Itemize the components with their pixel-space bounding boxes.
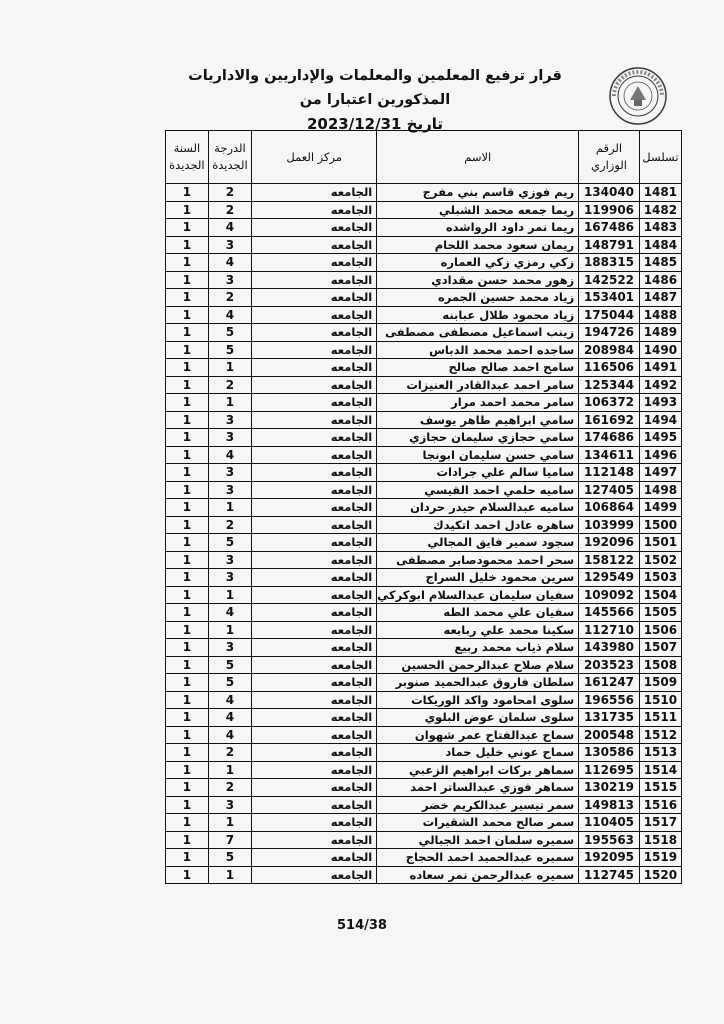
cell-year: 1 [166, 376, 209, 394]
cell-name: سمر تيسير عبدالكريم خضر [377, 796, 579, 814]
table-row [166, 429, 682, 447]
cell-center: الجامعه [252, 359, 377, 377]
cell-grade: 1 [208, 761, 251, 779]
cell-id: 192096 [579, 534, 640, 552]
cell-year: 1 [166, 621, 209, 639]
cell-grade: 4 [208, 306, 251, 324]
table-row [166, 551, 682, 569]
cell-name: ريم فوزي قاسم بني مفرج [377, 184, 579, 202]
column-header-center: مركز العمل [252, 131, 377, 184]
cell-grade: 2 [208, 779, 251, 797]
cell-year: 1 [166, 586, 209, 604]
cell-serial: 1505 [639, 604, 681, 622]
cell-serial: 1484 [639, 236, 681, 254]
table-row [166, 814, 682, 832]
cell-center: الجامعه [252, 324, 377, 342]
cell-name: سفيان سليمان عبدالسلام ابوكركي [377, 586, 579, 604]
cell-name: ساهره عادل احمد اتكيدك [377, 516, 579, 534]
cell-name: ريما نمر داود الرواشده [377, 219, 579, 237]
cell-year: 1 [166, 551, 209, 569]
cell-serial: 1490 [639, 341, 681, 359]
cell-serial: 1508 [639, 656, 681, 674]
cell-center: الجامعه [252, 639, 377, 657]
cell-center: الجامعه [252, 621, 377, 639]
cell-year: 1 [166, 201, 209, 219]
cell-grade: 1 [208, 866, 251, 884]
cell-year: 1 [166, 744, 209, 762]
cell-grade: 3 [208, 429, 251, 447]
cell-grade: 4 [208, 604, 251, 622]
cell-grade: 3 [208, 639, 251, 657]
cell-serial: 1520 [639, 866, 681, 884]
cell-name: سماهر فوزي عبدالساتر احمد [377, 779, 579, 797]
cell-id: 125344 [579, 376, 640, 394]
cell-year: 1 [166, 691, 209, 709]
cell-serial: 1501 [639, 534, 681, 552]
cell-id: 134611 [579, 446, 640, 464]
cell-year: 1 [166, 464, 209, 482]
cell-year: 1 [166, 289, 209, 307]
cell-serial: 1496 [639, 446, 681, 464]
cell-name: سامي حسن سليمان ابونجا [377, 446, 579, 464]
table-row [166, 656, 682, 674]
cell-year: 1 [166, 534, 209, 552]
table-row [166, 569, 682, 587]
cell-name: سميره عبدالرحمن نمر سعاده [377, 866, 579, 884]
cell-grade: 1 [208, 621, 251, 639]
cell-center: الجامعه [252, 464, 377, 482]
cell-year: 1 [166, 324, 209, 342]
cell-serial: 1511 [639, 709, 681, 727]
document-date: تاريخ 2023/12/31 [306, 115, 444, 133]
cell-center: الجامعه [252, 866, 377, 884]
cell-grade: 5 [208, 849, 251, 867]
cell-name: سفيان علي محمد الطه [377, 604, 579, 622]
cell-grade: 4 [208, 254, 251, 272]
table-row [166, 604, 682, 622]
cell-year: 1 [166, 674, 209, 692]
cell-id: 134040 [579, 184, 640, 202]
table-row [166, 499, 682, 517]
cell-grade: 3 [208, 569, 251, 587]
cell-year: 1 [166, 849, 209, 867]
table-row [166, 289, 682, 307]
cell-name: سماهر بركات ابراهيم الزعبي [377, 761, 579, 779]
table-row [166, 534, 682, 552]
cell-serial: 1489 [639, 324, 681, 342]
cell-year: 1 [166, 814, 209, 832]
cell-grade: 3 [208, 411, 251, 429]
cell-year: 1 [166, 604, 209, 622]
cell-name: سلوى امحامود واكد الوريكات [377, 691, 579, 709]
table-row [166, 779, 682, 797]
cell-name: زينب اسماعيل مصطفى مصطفى [377, 324, 579, 342]
cell-serial: 1497 [639, 464, 681, 482]
cell-id: 131735 [579, 709, 640, 727]
cell-name: سلوى سلمان عوض البلوي [377, 709, 579, 727]
cell-name: سرين محمود خليل السراج [377, 569, 579, 587]
table-row [166, 464, 682, 482]
cell-grade: 1 [208, 499, 251, 517]
cell-id: 112710 [579, 621, 640, 639]
table-row [166, 219, 682, 237]
cell-serial: 1506 [639, 621, 681, 639]
table-row [166, 709, 682, 727]
cell-id: 112148 [579, 464, 640, 482]
promotions-table-container [165, 130, 682, 884]
table-row [166, 394, 682, 412]
cell-year: 1 [166, 761, 209, 779]
cell-serial: 1513 [639, 744, 681, 762]
cell-year: 1 [166, 184, 209, 202]
cell-id: 106864 [579, 499, 640, 517]
cell-year: 1 [166, 481, 209, 499]
cell-id: 109092 [579, 586, 640, 604]
cell-center: الجامعه [252, 569, 377, 587]
cell-serial: 1515 [639, 779, 681, 797]
cell-year: 1 [166, 394, 209, 412]
cell-serial: 1481 [639, 184, 681, 202]
table-row [166, 254, 682, 272]
table-row [166, 201, 682, 219]
cell-serial: 1519 [639, 849, 681, 867]
cell-center: الجامعه [252, 446, 377, 464]
cell-serial: 1498 [639, 481, 681, 499]
cell-id: 196556 [579, 691, 640, 709]
table-row [166, 236, 682, 254]
cell-id: 161247 [579, 674, 640, 692]
cell-center: الجامعه [252, 516, 377, 534]
cell-year: 1 [166, 516, 209, 534]
cell-id: 175044 [579, 306, 640, 324]
cell-name: سجود سمير فايق المجالي [377, 534, 579, 552]
cell-id: 195563 [579, 831, 640, 849]
table-row [166, 516, 682, 534]
table-row [166, 691, 682, 709]
table-row [166, 796, 682, 814]
cell-serial: 1486 [639, 271, 681, 289]
cell-name: سلام ذياب محمد ربيع [377, 639, 579, 657]
cell-id: 192095 [579, 849, 640, 867]
cell-name: سامر احمد عبدالقادر العنيزات [377, 376, 579, 394]
cell-name: زكي رمزي زكي العماره [377, 254, 579, 272]
cell-center: الجامعه [252, 341, 377, 359]
table-row [166, 446, 682, 464]
cell-name: زياد محمود طلال عبابنه [377, 306, 579, 324]
cell-name: ساميه حلمي احمد القيسي [377, 481, 579, 499]
table-row [166, 341, 682, 359]
cell-center: الجامعه [252, 691, 377, 709]
cell-serial: 1492 [639, 376, 681, 394]
cell-serial: 1488 [639, 306, 681, 324]
cell-name: سماح عبدالفتاح عمر شهوان [377, 726, 579, 744]
cell-serial: 1509 [639, 674, 681, 692]
cell-id: 103999 [579, 516, 640, 534]
table-row [166, 306, 682, 324]
cell-center: الجامعه [252, 796, 377, 814]
cell-grade: 2 [208, 744, 251, 762]
cell-id: 112695 [579, 761, 640, 779]
cell-center: الجامعه [252, 849, 377, 867]
cell-center: الجامعه [252, 551, 377, 569]
cell-id: 208984 [579, 341, 640, 359]
cell-year: 1 [166, 429, 209, 447]
page-number: 514/38 [337, 918, 387, 933]
table-row [166, 866, 682, 884]
cell-grade: 5 [208, 656, 251, 674]
cell-id: 110405 [579, 814, 640, 832]
table-row [166, 674, 682, 692]
table-row [166, 359, 682, 377]
cell-year: 1 [166, 306, 209, 324]
cell-grade: 5 [208, 341, 251, 359]
table-row [166, 744, 682, 762]
cell-grade: 4 [208, 691, 251, 709]
cell-grade: 3 [208, 464, 251, 482]
cell-name: سحر احمد محمودصابر مصطفى [377, 551, 579, 569]
cell-name: سميره سلمان احمد الجبالي [377, 831, 579, 849]
cell-serial: 1504 [639, 586, 681, 604]
cell-name: ريمان سعود محمد اللحام [377, 236, 579, 254]
cell-grade: 4 [208, 219, 251, 237]
cell-grade: 5 [208, 324, 251, 342]
cell-id: 143980 [579, 639, 640, 657]
cell-id: 174686 [579, 429, 640, 447]
cell-serial: 1503 [639, 569, 681, 587]
cell-name: سامي حجازي سليمان حجازي [377, 429, 579, 447]
cell-id: 148791 [579, 236, 640, 254]
cell-center: الجامعه [252, 376, 377, 394]
table-row [166, 849, 682, 867]
cell-serial: 1507 [639, 639, 681, 657]
cell-center: الجامعه [252, 219, 377, 237]
cell-year: 1 [166, 219, 209, 237]
cell-serial: 1518 [639, 831, 681, 849]
cell-name: سامر محمد احمد مرار [377, 394, 579, 412]
cell-center: الجامعه [252, 394, 377, 412]
table-row [166, 831, 682, 849]
cell-grade: 3 [208, 236, 251, 254]
cell-id: 116506 [579, 359, 640, 377]
column-header-year: السنة الجديدة [166, 131, 209, 184]
cell-center: الجامعه [252, 289, 377, 307]
cell-name: ساميا سالم علي جرادات [377, 464, 579, 482]
cell-grade: 1 [208, 394, 251, 412]
cell-id: 200548 [579, 726, 640, 744]
cell-center: الجامعه [252, 709, 377, 727]
cell-center: الجامعه [252, 779, 377, 797]
cell-id: 203523 [579, 656, 640, 674]
cell-name: سلطان فاروق عبدالحميد صنوبر [377, 674, 579, 692]
cell-serial: 1482 [639, 201, 681, 219]
cell-center: الجامعه [252, 831, 377, 849]
cell-name: سميره عبدالحميد احمد الحجاج [377, 849, 579, 867]
cell-name: زياد محمد حسين الجمره [377, 289, 579, 307]
cell-id: 112745 [579, 866, 640, 884]
cell-id: 149813 [579, 796, 640, 814]
cell-year: 1 [166, 446, 209, 464]
table-row [166, 411, 682, 429]
cell-serial: 1512 [639, 726, 681, 744]
cell-serial: 1499 [639, 499, 681, 517]
cell-center: الجامعه [252, 586, 377, 604]
cell-serial: 1494 [639, 411, 681, 429]
cell-grade: 3 [208, 481, 251, 499]
cell-grade: 3 [208, 551, 251, 569]
column-header-serial: تسلسل [639, 131, 681, 184]
cell-name: سامح احمد صالح صالح [377, 359, 579, 377]
cell-name: سامي ابراهيم طاهر يوسف [377, 411, 579, 429]
cell-grade: 1 [208, 586, 251, 604]
cell-name: سكينا محمد علي ربابعه [377, 621, 579, 639]
ministry-emblem-icon [608, 66, 668, 126]
cell-year: 1 [166, 779, 209, 797]
cell-year: 1 [166, 866, 209, 884]
table-body [166, 184, 682, 884]
cell-center: الجامعه [252, 674, 377, 692]
promotions-table [165, 130, 682, 884]
cell-id: 158122 [579, 551, 640, 569]
cell-grade: 4 [208, 446, 251, 464]
cell-id: 145566 [579, 604, 640, 622]
cell-serial: 1516 [639, 796, 681, 814]
cell-year: 1 [166, 726, 209, 744]
table-row [166, 271, 682, 289]
cell-id: 188315 [579, 254, 640, 272]
cell-id: 119906 [579, 201, 640, 219]
cell-grade: 4 [208, 709, 251, 727]
document-header [150, 64, 600, 136]
cell-center: الجامعه [252, 744, 377, 762]
cell-serial: 1483 [639, 219, 681, 237]
cell-center: الجامعه [252, 656, 377, 674]
cell-name: ساجده احمد محمد الدباس [377, 341, 579, 359]
table-header-row [166, 131, 682, 184]
column-header-id: الرقم الوزاري [579, 131, 640, 184]
cell-grade: 2 [208, 376, 251, 394]
cell-center: الجامعه [252, 499, 377, 517]
cell-year: 1 [166, 639, 209, 657]
cell-serial: 1493 [639, 394, 681, 412]
cell-grade: 5 [208, 534, 251, 552]
cell-year: 1 [166, 236, 209, 254]
cell-year: 1 [166, 709, 209, 727]
cell-id: 127405 [579, 481, 640, 499]
cell-year: 1 [166, 359, 209, 377]
cell-serial: 1500 [639, 516, 681, 534]
cell-name: سلام صلاح عبدالرحمن الحسين [377, 656, 579, 674]
cell-grade: 5 [208, 674, 251, 692]
cell-year: 1 [166, 831, 209, 849]
cell-center: الجامعه [252, 604, 377, 622]
document-title: قرار ترفيع المعلمين والمعلمات والإداريين والاداريات المذكورين اعتبارا من [188, 68, 562, 108]
cell-center: الجامعه [252, 254, 377, 272]
cell-grade: 2 [208, 289, 251, 307]
cell-serial: 1514 [639, 761, 681, 779]
cell-grade: 7 [208, 831, 251, 849]
cell-grade: 2 [208, 516, 251, 534]
table-row [166, 639, 682, 657]
cell-year: 1 [166, 499, 209, 517]
table-row [166, 376, 682, 394]
cell-center: الجامعه [252, 201, 377, 219]
column-header-grade: الدرجة الجديدة [208, 131, 251, 184]
cell-name: سماح عوني خليل حماد [377, 744, 579, 762]
cell-serial: 1517 [639, 814, 681, 832]
cell-grade: 3 [208, 796, 251, 814]
cell-center: الجامعه [252, 236, 377, 254]
cell-id: 130219 [579, 779, 640, 797]
cell-id: 153401 [579, 289, 640, 307]
cell-id: 167486 [579, 219, 640, 237]
cell-id: 142522 [579, 271, 640, 289]
cell-year: 1 [166, 341, 209, 359]
cell-id: 161692 [579, 411, 640, 429]
table-row [166, 726, 682, 744]
cell-center: الجامعه [252, 184, 377, 202]
cell-center: الجامعه [252, 429, 377, 447]
cell-center: الجامعه [252, 726, 377, 744]
cell-serial: 1487 [639, 289, 681, 307]
cell-id: 129549 [579, 569, 640, 587]
cell-year: 1 [166, 271, 209, 289]
cell-center: الجامعه [252, 761, 377, 779]
cell-center: الجامعه [252, 271, 377, 289]
cell-center: الجامعه [252, 306, 377, 324]
cell-name: سمر صالح محمد الشقيرات [377, 814, 579, 832]
cell-grade: 2 [208, 184, 251, 202]
cell-grade: 2 [208, 201, 251, 219]
cell-id: 106372 [579, 394, 640, 412]
table-row [166, 761, 682, 779]
table-row [166, 621, 682, 639]
cell-name: ريما جمعه محمد الشبلي [377, 201, 579, 219]
cell-grade: 1 [208, 814, 251, 832]
cell-serial: 1485 [639, 254, 681, 272]
cell-serial: 1491 [639, 359, 681, 377]
cell-center: الجامعه [252, 534, 377, 552]
cell-year: 1 [166, 569, 209, 587]
cell-serial: 1495 [639, 429, 681, 447]
table-row [166, 481, 682, 499]
cell-grade: 4 [208, 726, 251, 744]
cell-name: زهور محمد حسن مقدادي [377, 271, 579, 289]
column-header-name: الاسم [377, 131, 579, 184]
cell-name: ساميه عبدالسلام حيدر حردان [377, 499, 579, 517]
cell-id: 194726 [579, 324, 640, 342]
cell-id: 130586 [579, 744, 640, 762]
table-row [166, 324, 682, 342]
cell-year: 1 [166, 656, 209, 674]
cell-center: الجامعه [252, 481, 377, 499]
cell-year: 1 [166, 254, 209, 272]
cell-grade: 1 [208, 359, 251, 377]
table-row [166, 184, 682, 202]
cell-serial: 1510 [639, 691, 681, 709]
cell-year: 1 [166, 411, 209, 429]
cell-year: 1 [166, 796, 209, 814]
table-row [166, 586, 682, 604]
cell-center: الجامعه [252, 814, 377, 832]
cell-center: الجامعه [252, 411, 377, 429]
cell-grade: 3 [208, 271, 251, 289]
cell-serial: 1502 [639, 551, 681, 569]
